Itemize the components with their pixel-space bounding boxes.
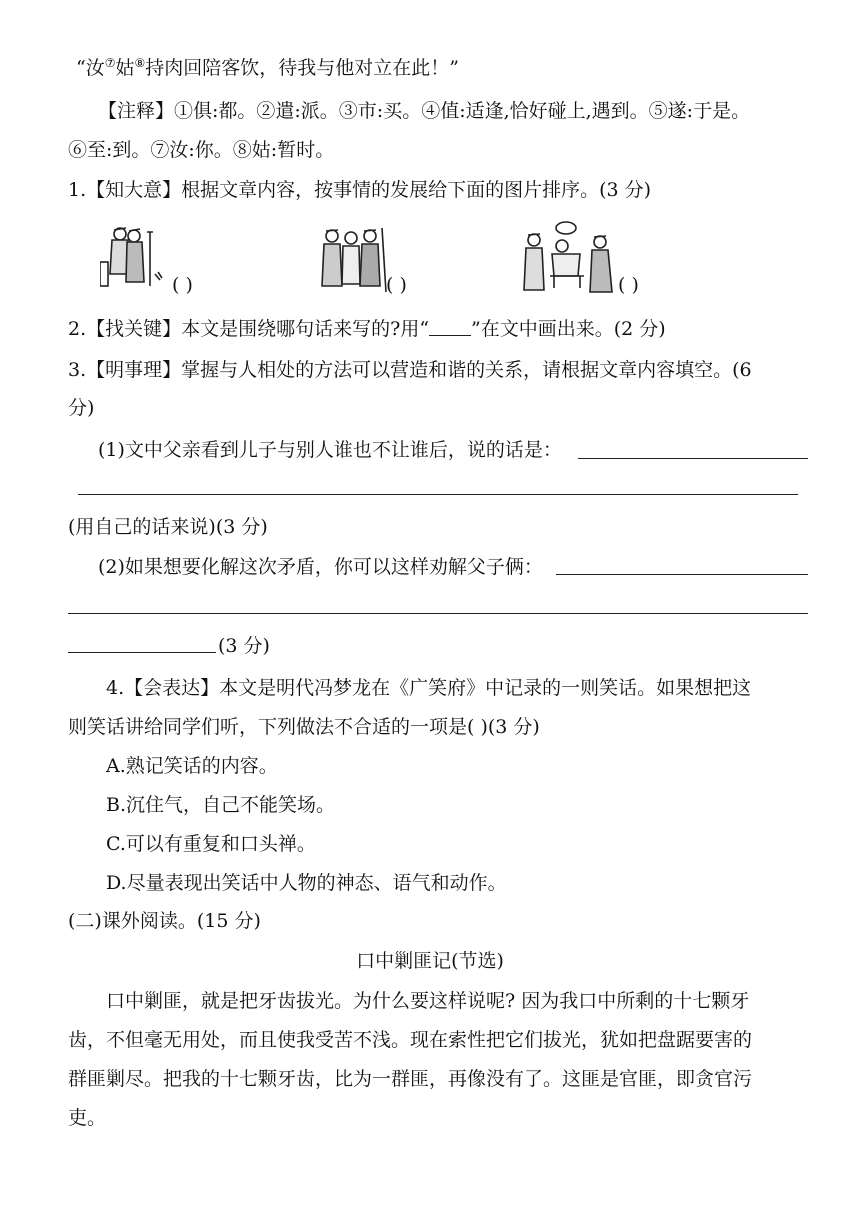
illustration-2-answer: ( ) — [386, 274, 407, 296]
question-3-line-2: 分) — [68, 397, 95, 419]
option-a[interactable]: A.熟记笑话的内容。 — [106, 755, 278, 777]
passage-line-4: 吏。 — [68, 1107, 107, 1129]
illustration-2-image — [318, 222, 388, 294]
question-4-line-2: 则笑话讲给同学们听，下列做法不合适的一项是( )(3 分) — [68, 716, 540, 738]
option-b[interactable]: B.沉住气，自己不能笑场。 — [106, 794, 336, 816]
illustration-3-answer: ( ) — [618, 274, 639, 296]
passage-line-1: 口中剿匪，就是把牙齿拔光。为什么要这样说呢? 因为我口中所剩的十七颗牙 — [106, 990, 750, 1012]
answer-line-2c[interactable] — [68, 652, 216, 653]
illustration-1-answer: ( ) — [172, 274, 193, 296]
question-3-sub-1: (1)文中父亲看到儿子与别人谁也不让谁后，说的话是： — [98, 439, 562, 461]
question-4-line-1: 4.【会表达】本文是明代冯梦龙在《广笑府》中记录的一则笑话。如果想把这 — [106, 677, 752, 699]
underline-mark — [429, 319, 471, 336]
question-3-sub-2: (2)如果想要化解这次矛盾，你可以这样劝解父子俩： — [98, 556, 543, 578]
notes-line-1: 【注释】①俱:都。②遣:派。③市:买。④值:适逢,恰好碰上,遇到。⑤遂:于是。 — [98, 100, 751, 122]
passage-line-2: 齿，不但毫无用处，而且使我受苦不浅。现在索性把它们拔光，犹如把盘踞要害的 — [68, 1029, 753, 1051]
question-3-sub-2-score: (3 分) — [218, 635, 270, 657]
illustration-1-image — [100, 222, 180, 294]
answer-line-1a[interactable] — [578, 458, 808, 459]
option-c[interactable]: C.可以有重复和口头禅。 — [106, 833, 316, 855]
illustration-3-image — [520, 220, 620, 296]
notes-line-2: ⑥至:到。⑦汝:你。⑧姑:暂时。 — [68, 139, 335, 161]
option-d[interactable]: D.尽量表现出笑话中人物的神态、语气和动作。 — [106, 872, 507, 894]
answer-line-2a[interactable] — [556, 574, 808, 575]
question-3-line-1: 3.【明事理】掌握与人相处的方法可以营造和谐的关系，请根据文章内容填空。(6 — [68, 359, 752, 381]
passage-title: 口中剿匪记(节选) — [356, 950, 504, 972]
question-1: 1.【知大意】根据文章内容，按事情的发展给下面的图片排序。(3 分) — [68, 179, 652, 201]
passage-line-3: 群匪剿尽。把我的十七颗牙齿，比为一群匪，再像没有了。这匪是官匪，即贪官污 — [68, 1068, 753, 1090]
question-2: 2.【找关键】本文是围绕哪句话来写的?用“ ”在文中画出来。(2 分) — [68, 318, 666, 340]
answer-line-2b[interactable] — [68, 613, 808, 614]
answer-line-1b[interactable] — [78, 494, 798, 495]
question-3-sub-1-note: (用自己的话来说)(3 分) — [68, 516, 268, 538]
quote-line: “汝⑦姑⑧持肉回陪客饮，待我与他对立在此！” — [76, 56, 459, 79]
section-2-heading: (二)课外阅读。(15 分) — [68, 910, 261, 932]
